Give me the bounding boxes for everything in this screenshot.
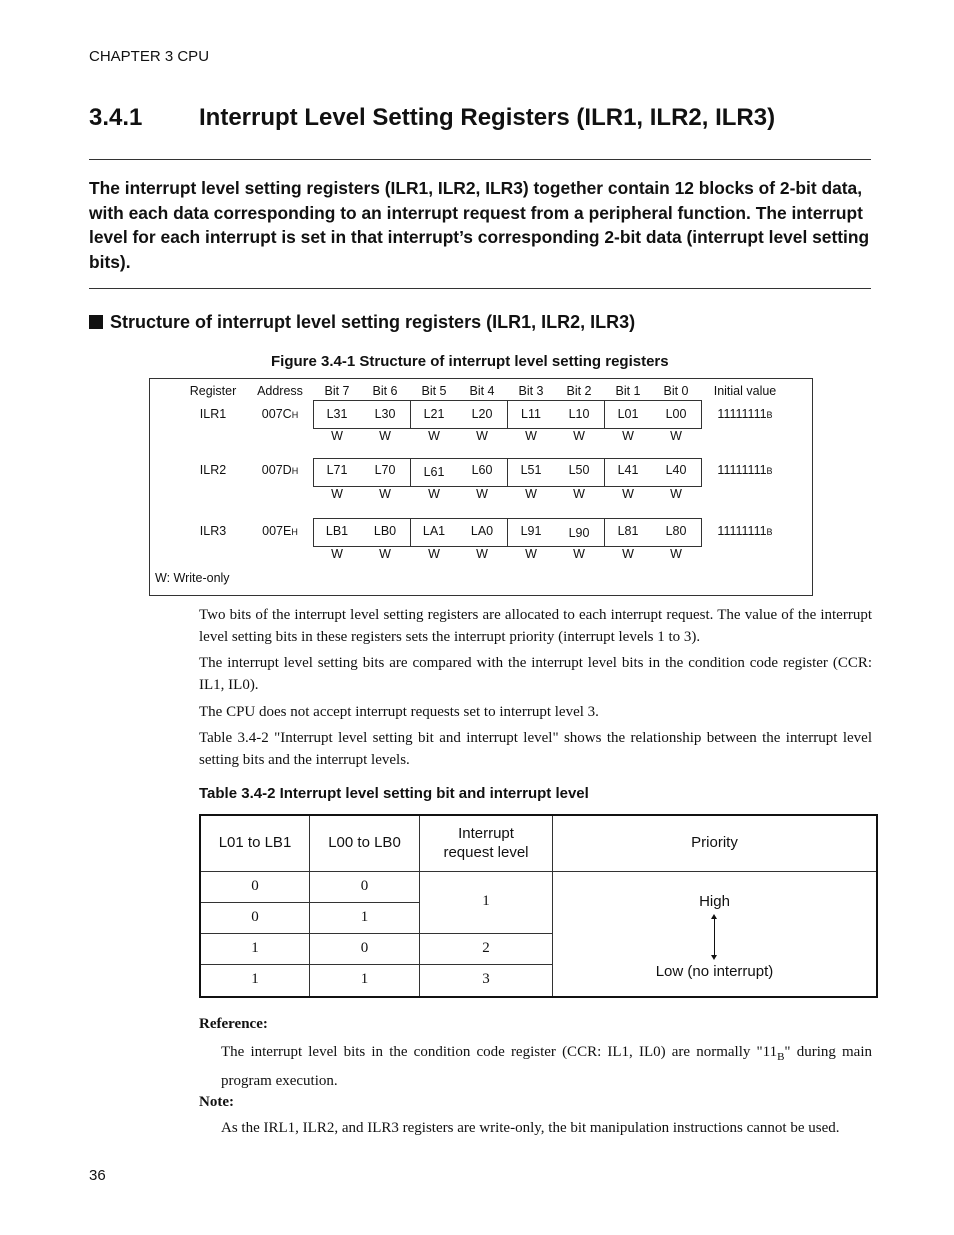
table-cell: 0 (360, 878, 369, 894)
table-cell: 0 (251, 909, 259, 925)
bit-access: W (379, 429, 391, 443)
interrupt-level: 1 (482, 893, 490, 909)
table-cell: 1 (360, 909, 369, 925)
table-cell: 1 (360, 971, 369, 987)
bit-access: W (331, 487, 343, 501)
bit-label: L71 (326, 463, 348, 477)
bit-access: W (573, 429, 585, 443)
paragraph: Two bits of the interrupt level setting registers are allocated to each interrupt request. The value of the interrupt level setting bits in these registers sets the interrupt priority (interrupt levels 1 to 3). (199, 607, 872, 645)
bit-label: L60 (471, 463, 493, 477)
table-header: Interrupt request level (443, 825, 529, 861)
bit-label: LA1 (422, 524, 446, 538)
bit-label: L01 (617, 407, 639, 421)
priority-arrow-shaft (714, 918, 715, 958)
bit-access: W (622, 429, 634, 443)
bit-label: L10 (568, 407, 590, 421)
bit-access: W (331, 429, 343, 443)
bit-label: L51 (520, 463, 542, 477)
arrow-down-icon (711, 955, 717, 960)
header-bit: Bit 5 (421, 384, 447, 398)
table-header: Priority (691, 834, 738, 851)
section-rule-top (89, 159, 871, 160)
bit-access: W (622, 487, 634, 501)
bit-label: L30 (374, 407, 396, 421)
bit-label: L81 (617, 524, 639, 538)
paragraph: Table 3.4-2 "Interrupt level setting bit and interrupt level" shows the relationship between the interrupt level setting bits and the interrupt levels. (199, 730, 872, 768)
table-cell: 0 (251, 878, 259, 894)
bit-label: L31 (326, 407, 348, 421)
bit-label: LB0 (373, 524, 397, 538)
header-bit: Bit 6 (372, 384, 398, 398)
header-bit: Bit 1 (615, 384, 641, 398)
bit-label: L90 (568, 526, 590, 540)
section-number: 3.4.1 (89, 104, 143, 131)
note-text: As the IRL1, ILR2, and ILR3 registers are write-only, the bit manipulation instructions cannot be used. (221, 1120, 840, 1136)
paragraph: The interrupt level setting bits are compared with the interrupt level bits in the condition code register (CCR: IL1, IL0). (199, 655, 872, 693)
page-number: 36 (89, 1167, 106, 1184)
priority-high: High (699, 893, 730, 910)
register-name: ILR3 (199, 524, 227, 538)
header-bit: Bit 2 (566, 384, 592, 398)
interrupt-level-table (199, 814, 878, 998)
subheading (89, 312, 635, 333)
bit-access: W (476, 547, 488, 561)
register-name: ILR1 (199, 407, 227, 421)
initial-value: 11111111B (717, 407, 773, 421)
bit-access: W (670, 547, 682, 561)
square-bullet-icon (89, 315, 103, 329)
bit-access: W (525, 487, 537, 501)
bit-label: L50 (568, 463, 590, 477)
bit-access: W (379, 547, 391, 561)
reference-label: Reference: (199, 1016, 268, 1032)
section-title: Interrupt Level Setting Registers (ILR1, ILR2, ILR3) (199, 104, 776, 131)
bit-access: W (379, 487, 391, 501)
header-register: Register (189, 384, 237, 398)
bit-label: L70 (374, 463, 396, 477)
reference-text: The interrupt level bits in the condition code register (CCR: IL1, IL0) are normally "$11_B$" during main program execution. (221, 1044, 872, 1089)
bit-access: W (476, 487, 488, 501)
header-bit: Bit 4 (469, 384, 495, 398)
interrupt-level: 2 (482, 940, 490, 956)
bit-label: LA0 (470, 524, 494, 538)
register-structure-figure (149, 378, 813, 596)
bit-label: L80 (665, 524, 687, 538)
note-label: Note: (199, 1094, 234, 1110)
initial-value: 11111111B (717, 524, 773, 538)
bit-access: W (670, 487, 682, 501)
table-line (201, 933, 552, 934)
bit-label: LB1 (325, 524, 349, 538)
bit-label: L91 (520, 524, 542, 538)
bit-label: L40 (665, 463, 687, 477)
figure-caption: Figure 3.4-1 Structure of interrupt level setting registers (271, 353, 669, 370)
bit-access: W (428, 547, 440, 561)
section-rule-bottom (89, 288, 871, 289)
bit-label: L61 (423, 465, 445, 479)
interrupt-level: 3 (482, 971, 490, 987)
table-cell: 1 (251, 971, 259, 987)
bit-label: L11 (521, 407, 541, 421)
subheading-text: Structure of interrupt level setting registers (ILR1, ILR2, ILR3) (110, 312, 636, 332)
bit-label: L00 (665, 407, 687, 421)
bit-access: W (670, 429, 682, 443)
bit-access: W (428, 429, 440, 443)
figure-legend: W: Write-only (155, 571, 230, 585)
bit-access: W (573, 547, 585, 561)
bit-label: L21 (423, 407, 445, 421)
paragraph: The CPU does not accept interrupt requests set to interrupt level 3. (199, 704, 599, 720)
table-caption: Table 3.4-2 Interrupt level setting bit and interrupt level (199, 785, 589, 802)
table-line (201, 902, 419, 903)
bit-access: W (525, 429, 537, 443)
table-header: L00 to LB0 (328, 834, 401, 851)
table-header: L01 to LB1 (218, 834, 292, 851)
table-line (201, 871, 876, 872)
register-name: ILR2 (199, 463, 227, 477)
header-bit: Bit 0 (663, 384, 689, 398)
bit-label: L20 (471, 407, 493, 421)
header-bit: Bit 7 (324, 384, 350, 398)
table-cell: 0 (360, 940, 369, 956)
bit-label: L41 (617, 463, 639, 477)
initial-value: 11111111B (717, 463, 773, 477)
chapter-header: CHAPTER 3 CPU (89, 48, 210, 65)
bit-access: W (331, 547, 343, 561)
bit-access: W (476, 429, 488, 443)
bit-access: W (525, 547, 537, 561)
bit-access: W (622, 547, 634, 561)
header-initial-value: Initial value (713, 384, 777, 398)
bit-access: W (573, 487, 585, 501)
priority-low: Low (no interrupt) (655, 963, 774, 980)
table-cell: 1 (251, 940, 259, 956)
header-bit: Bit 3 (518, 384, 544, 398)
bit-access: W (428, 487, 440, 501)
register-address: 007DH (261, 463, 299, 477)
section-summary: The interrupt level setting registers (ILR1, ILR2, ILR3) together contain 12 blocks of 2-bit data, with each data corresponding to an interrupt request from a peripheral function. The interrupt level for each interrupt is set in that interrupt’s corresponding 2-bit data (interrupt level setting bits). (89, 178, 870, 272)
register-address: 007EH (262, 524, 298, 538)
header-address: Address (257, 384, 303, 398)
register-address: 007CH (261, 407, 299, 421)
table-line (201, 964, 552, 965)
